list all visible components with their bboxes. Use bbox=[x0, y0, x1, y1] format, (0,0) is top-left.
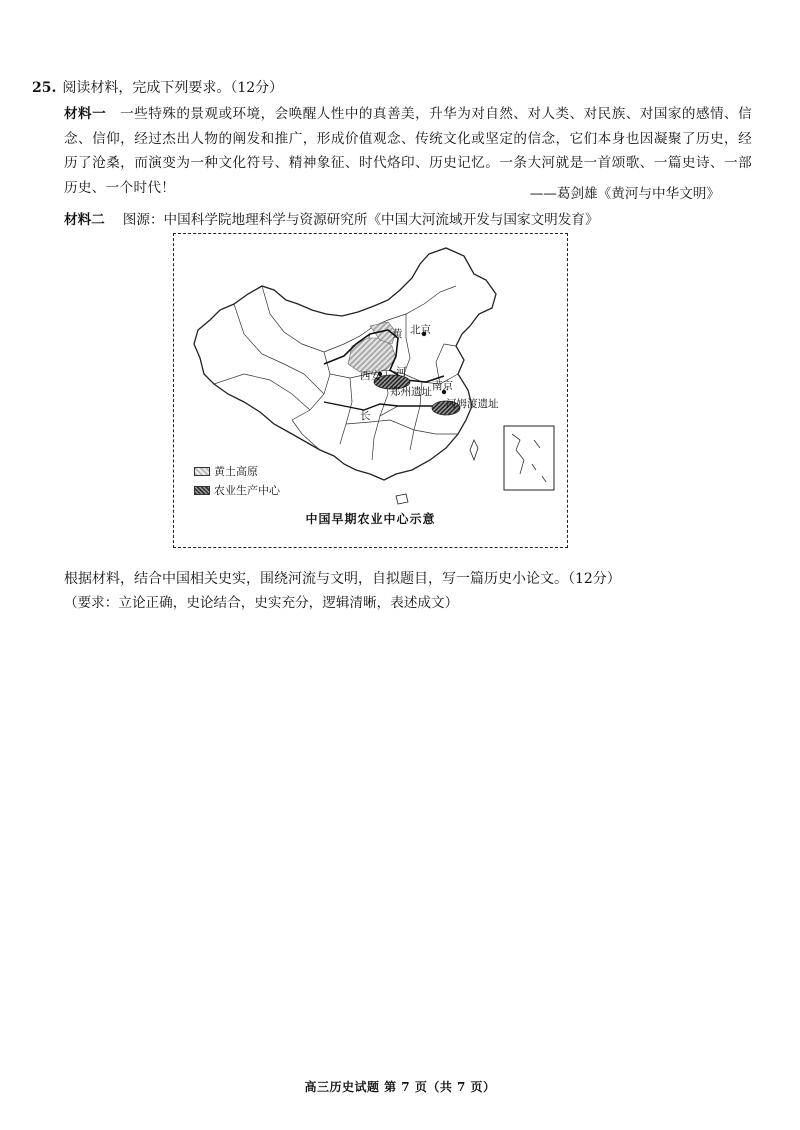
label-xian: 西安 bbox=[360, 370, 381, 382]
legend-loess-label: 黄土高原 bbox=[214, 465, 258, 478]
label-beijing: 北京 bbox=[410, 324, 431, 336]
label-chang: 长 bbox=[360, 410, 371, 422]
legend-loess bbox=[194, 462, 280, 481]
hainan-island bbox=[396, 494, 408, 504]
question-instruction: 阅读材料，完成下列要求。（12分） bbox=[62, 80, 284, 96]
map-legend bbox=[194, 462, 280, 500]
label-zhengzhou-site: 郑州遗址 bbox=[390, 386, 432, 398]
task-requirements: （要求：立论正确，史论结合，史实充分，逻辑清晰，表述成文） bbox=[64, 595, 459, 611]
material-one-text: 一些特殊的景观或环境，会唤醒人性中的真善美，升华为对自然、对人类、对民族、对国家的感情、信念、信仰，经过杰出人物的阐发和推广，形成价值观念、传统文化或坚定的信念，它们本身也因凝聚了历史，经历了沧桑，而演变为一种文化符号、精神象征、时代烙印、历史记忆。一条大河就是一首颂歌、一篇史诗、一部历史、一个时代！ bbox=[64, 106, 752, 196]
china-outline bbox=[194, 248, 496, 480]
question-header bbox=[32, 78, 283, 98]
agri-swatch bbox=[194, 486, 210, 495]
south-sea-inset bbox=[504, 426, 554, 490]
label-nanjing: 南京 bbox=[432, 380, 453, 392]
material-one-label: 材料一 bbox=[64, 106, 107, 122]
page-footer: 高三历史试题 第 7 页（共 7 页） bbox=[304, 1080, 496, 1094]
material-two-label: 材料二 bbox=[64, 212, 105, 228]
material-two bbox=[64, 210, 599, 230]
legend-agri bbox=[194, 481, 280, 500]
label-river-he: 河 bbox=[396, 366, 407, 378]
material-one-attribution: ——葛剑雄《黄河与中华文明》 bbox=[529, 186, 720, 202]
legend-agri-label: 农业生产中心 bbox=[214, 484, 280, 497]
task-prompt: 根据材料，结合中国相关史实，围绕河流与文明，自拟题目，写一篇历史小论文。（12分） bbox=[64, 571, 621, 587]
map-caption: 中国早期农业中心示意 bbox=[305, 512, 436, 526]
label-hemudu: 河姆渡遗址 bbox=[446, 398, 499, 410]
loess-swatch bbox=[194, 467, 210, 476]
taiwan-island bbox=[470, 440, 478, 460]
label-huang: 黄 bbox=[392, 328, 403, 340]
material-two-source: 图源：中国科学院地理科学与资源研究所《中国大河流域开发与国家文明发育》 bbox=[122, 212, 599, 228]
map-figure bbox=[173, 233, 568, 548]
question-number: 25. bbox=[32, 80, 57, 96]
